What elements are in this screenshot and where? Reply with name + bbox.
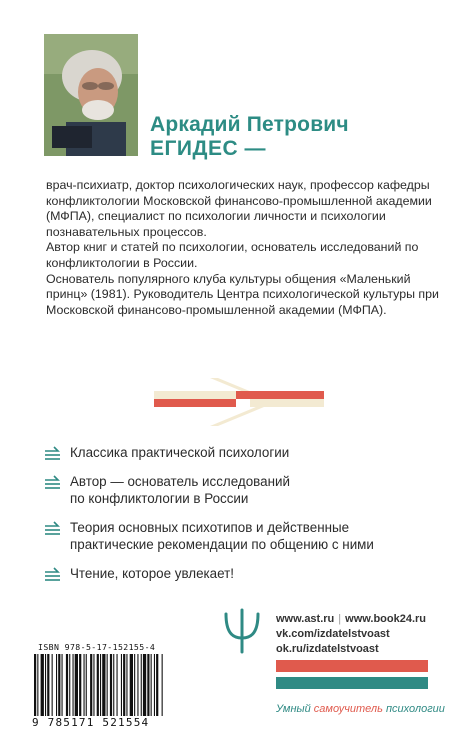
barcode-stripe — [41, 654, 44, 716]
double-arrow-bullet-icon — [44, 446, 62, 460]
barcode — [32, 654, 208, 716]
barcode-stripe — [154, 654, 155, 716]
link-vk[interactable]: vk.com/izdatelstvoast — [276, 628, 390, 640]
barcode-stripe — [79, 654, 81, 716]
isbn-label: ISBN 978-5-17-152155-4 — [38, 642, 156, 652]
barcode-stripe — [37, 654, 38, 716]
author-last-name: ЕГИДЕС — — [150, 137, 266, 160]
list-item — [44, 519, 444, 553]
series-part: психологии — [382, 703, 445, 715]
barcode-stripe — [34, 654, 36, 716]
bio-paragraph: врач-психиатр, доктор психологических наук, профессор кафедры конфликтологии Московской финансово-промышленной академии (МФПА), специалист по психологии личности и психологии познавательных процессов. — [46, 178, 432, 239]
barcode-stripe — [156, 654, 158, 716]
barcode-stripe — [121, 654, 122, 716]
link-separator: | — [338, 613, 342, 625]
barcode-block — [32, 642, 208, 738]
barcode-stripe — [84, 654, 85, 716]
barcode-stripe — [66, 654, 68, 716]
feature-text: Чтение, которое увлекает! — [70, 566, 234, 581]
barcode-stripe — [113, 654, 114, 716]
feature-text: Автор — основатель исследований по конфликтологии в России — [70, 474, 290, 506]
decorative-bar-teal — [276, 677, 428, 689]
link-book24[interactable]: www.book24.ru — [345, 613, 427, 625]
feature-text: Классика практической психологии — [70, 445, 290, 460]
bio-paragraph: Основатель популярного клуба культуры общения «Маленький принц» (1981). Руководитель Центра психологической культуры при Московской финансово-промышленной академии (МФПА). — [46, 271, 439, 317]
series-part-accent: самоучитель — [313, 703, 383, 715]
feature-text: Теория основных психотипов и действенные практические рекомендации по общению с ними — [70, 520, 374, 552]
barcode-stripe — [117, 654, 118, 716]
barcode-stripe — [93, 654, 94, 716]
barcode-stripe — [69, 654, 70, 716]
barcode-stripe — [134, 654, 135, 716]
author-photo — [44, 34, 138, 156]
barcode-stripe — [137, 654, 138, 716]
list-item — [44, 473, 444, 507]
author-first-name: Аркадий Петрович — [150, 113, 349, 136]
barcode-stripe — [45, 654, 46, 716]
barcode-stripe — [86, 654, 87, 716]
psi-symbol-icon — [222, 608, 262, 654]
barcode-stripe — [107, 654, 108, 716]
barcode-stripe — [143, 654, 146, 716]
barcode-stripe — [56, 654, 57, 716]
author-name — [150, 113, 349, 161]
barcode-stripe — [126, 654, 127, 716]
barcode-stripe — [73, 654, 74, 716]
bio-paragraph: Автор книг и статей по психологии, основатель исследований по конфликтологии в России. — [46, 240, 419, 270]
barcode-stripe — [62, 654, 63, 716]
author-bio — [46, 178, 441, 318]
barcode-stripe — [47, 654, 49, 716]
barcode-stripe — [162, 654, 163, 716]
barcode-stripe — [90, 654, 92, 716]
series-part: Умный — [276, 703, 314, 715]
ean-digits: 9 785171 521554 — [32, 716, 150, 729]
double-arrow-bullet-icon — [44, 521, 62, 535]
barcode-stripe — [52, 654, 53, 716]
barcode-stripe — [58, 654, 60, 716]
decorative-bar-red — [276, 660, 428, 672]
decorative-arrows — [150, 372, 330, 432]
double-arrow-bullet-icon — [44, 475, 62, 489]
barcode-stripe — [123, 654, 125, 716]
link-ok[interactable]: ok.ru/izdatelstvoast — [276, 643, 379, 655]
publisher-links — [276, 612, 426, 657]
barcode-stripe — [147, 654, 149, 716]
barcode-stripe — [110, 654, 112, 716]
barcode-stripe — [97, 654, 99, 716]
barcode-stripe — [75, 654, 78, 716]
list-item — [44, 444, 444, 461]
barcode-stripe — [151, 654, 152, 716]
barcode-stripe — [102, 654, 105, 716]
link-ast[interactable]: www.ast.ru — [276, 613, 335, 625]
barcode-stripe — [100, 654, 101, 716]
barcode-stripe — [141, 654, 142, 716]
barcode-stripe — [130, 654, 133, 716]
feature-list — [44, 444, 444, 594]
double-arrow-bullet-icon — [44, 567, 62, 581]
series-title — [276, 703, 445, 715]
list-item — [44, 565, 444, 582]
